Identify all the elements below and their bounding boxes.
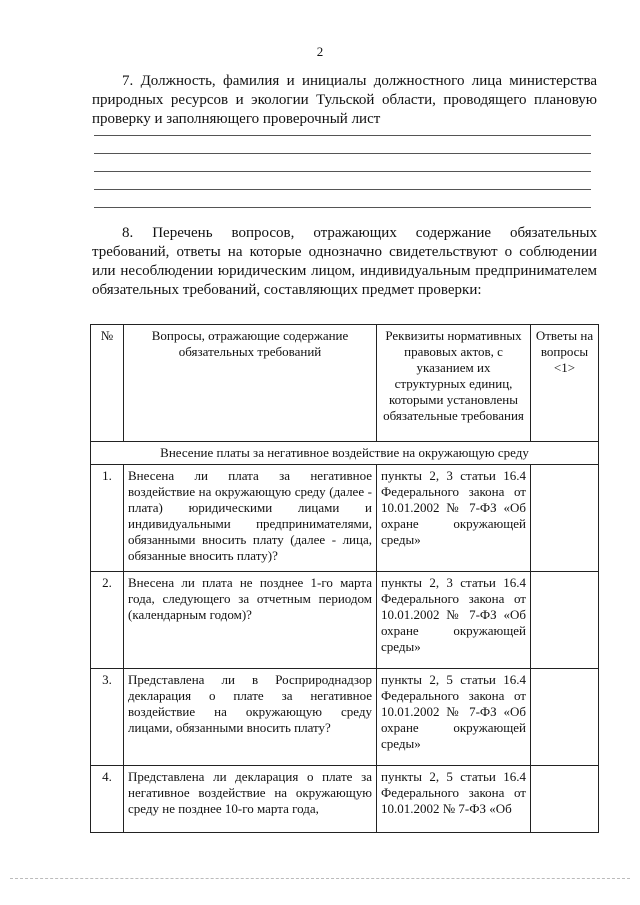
row-requisites: пункты 2, 3 статьи 16.4 Федерального закона от 10.01.2002 № 7-ФЗ «Об охране окружающей среды»: [377, 465, 531, 572]
item-8-text: 8. Перечень вопросов, отражающих содержание обязательных требований, ответы на которые однозначно свидетельствуют о соблюдении или несоблюдении юридическим лицом, индивидуальным предпринимателем обязательных требований, составляющих предмет проверки:: [92, 225, 597, 298]
item-7-text: 7. Должность, фамилия и инициалы должностного лица министерства природных ресурсов и экологии Тульской области, проводящего плановую проверку и заполняющего проверочный лист: [92, 73, 597, 127]
row-answer-cell[interactable]: [531, 669, 599, 766]
row-requisites: пункты 2, 5 статьи 16.4 Федерального закона от 10.01.2002 № 7-ФЗ «Об: [377, 766, 531, 833]
fill-line: [94, 153, 591, 154]
table-row: [91, 766, 599, 833]
header-answers: Ответы на вопросы <1>: [531, 325, 599, 442]
fill-line: [94, 135, 591, 136]
section-title: Внесение платы за негативное воздействие на окружающую среду: [91, 442, 599, 465]
checklist-table: [90, 324, 599, 833]
fill-line: [94, 171, 591, 172]
row-number: 1.: [91, 465, 124, 572]
header-requisites: Реквизиты нормативных правовых актов, с указанием их структурных единиц, которыми установлены обязательные требования: [377, 325, 531, 442]
item-8-paragraph: [92, 224, 597, 300]
page-number: 2: [316, 44, 324, 59]
row-answer-cell[interactable]: [531, 572, 599, 669]
row-question: Представлена ли декларация о плате за негативное воздействие на окружающую среду не позднее 10-го марта года,: [124, 766, 377, 833]
row-number: 2.: [91, 572, 124, 669]
header-no: №: [91, 325, 124, 442]
row-question: Внесена ли плата за негативное воздействие на окружающую среду (далее - плата) юридическими лицами и индивидуальными предпринимателями, обязанными вносить плату (далее - лица, обязанные вносить плату)?: [124, 465, 377, 572]
row-number: 3.: [91, 669, 124, 766]
row-question: Представлена ли в Росприроднадзор декларация о плате за негативное воздействие на окружающую среду лицами, обязанными вносить плату?: [124, 669, 377, 766]
row-requisites: пункты 2, 5 статьи 16.4 Федерального закона от 10.01.2002 № 7-ФЗ «Об охране окружающей среды»: [377, 669, 531, 766]
item-7-paragraph: [92, 72, 597, 129]
fill-line: [94, 189, 591, 190]
row-question: Внесена ли плата не позднее 1-го марта года, следующего за отчетным периодом (календарным годом)?: [124, 572, 377, 669]
table-row: [91, 669, 599, 766]
row-answer-cell[interactable]: [531, 465, 599, 572]
row-number: 4.: [91, 766, 124, 833]
fill-line: [94, 207, 591, 208]
scan-edge-noise: [10, 878, 630, 879]
table-row: [91, 572, 599, 669]
header-question: Вопросы, отражающие содержание обязательных требований: [124, 325, 377, 442]
table-row: [91, 465, 599, 572]
table-header-row: [91, 325, 599, 442]
row-requisites: пункты 2, 3 статьи 16.4 Федерального закона от 10.01.2002 № 7-ФЗ «Об охране окружающей среды»: [377, 572, 531, 669]
section-row: [91, 442, 599, 465]
row-answer-cell[interactable]: [531, 766, 599, 833]
